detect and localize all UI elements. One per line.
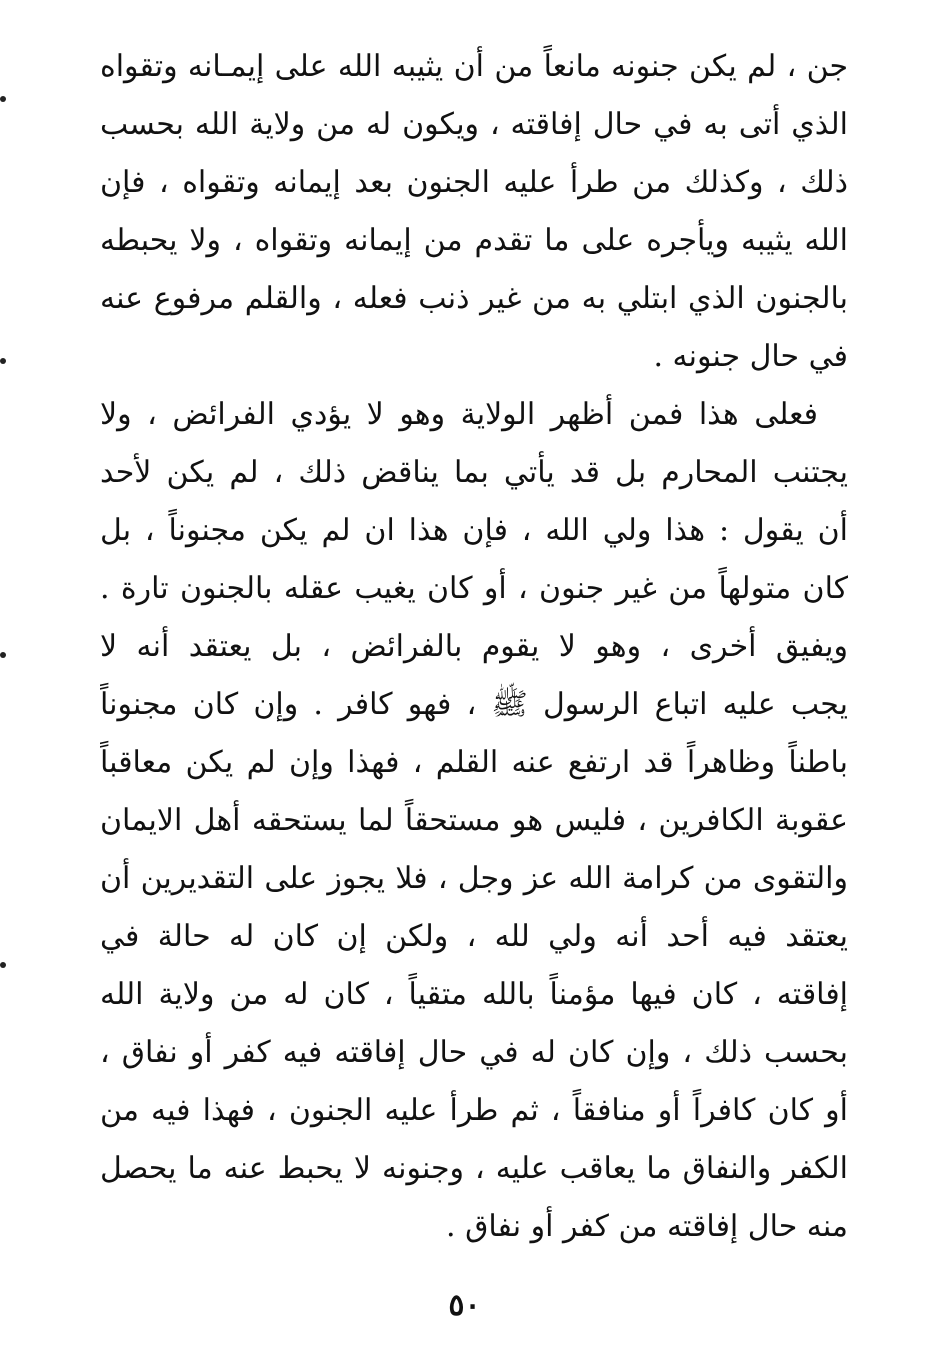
text-line: عقوبة الكافرين ، فليس هو مستحقاً لما يستحقه أهل الايمان [100, 803, 848, 838]
text-line: باطناً وظاهراً قد ارتفع عنه القلم ، فهذا وإن لم يكن معاقباً [100, 745, 848, 780]
text-line: بالجنون الذي ابتلي به من غير ذنب فعله ، والقلم مرفوع عنه [100, 281, 848, 316]
text-line: أن يقول : هذا ولي الله ، فإن هذا ان لم يكن مجنوناً ، بل [100, 513, 848, 548]
text-line: الله يثيبه ويأجره على ما تقدم من إيمانه وتقواه ، ولا يحبطه [100, 223, 848, 258]
text-line: يجتنب المحارم بل قد يأتي بما يناقض ذلك ، لم يكن لأحد [100, 455, 848, 490]
text-line: فعلى هذا فمن أظهر الولاية وهو لا يؤدي الفرائض ، ولا [100, 397, 818, 432]
margin-mark [0, 96, 6, 102]
text-line: يعتقد فيه أحد أنه ولي لله ، ولكن إن كان له حالة في [100, 919, 848, 954]
text-line: أو كان كافراً أو منافقاً ، ثم طرأ عليه الجنون ، فهذا فيه من [100, 1093, 848, 1128]
margin-mark [0, 358, 6, 364]
text-line: بحسب ذلك ، وإن كان له في حال إفاقته فيه كفر أو نفاق ، [100, 1035, 848, 1070]
text-line: جن ، لم يكن جنونه مانعاً من أن يثيبه الله على إيمـانه وتقواه [100, 49, 848, 84]
text-line: ذلك ، وكذلك من طرأ عليه الجنون بعد إيمانه وتقواه ، فإن [100, 165, 848, 200]
text-line: يجب عليه اتباع الرسول ﷺ ، فهو كافر . وإن كان مجنوناً [100, 687, 848, 722]
text-line: كان متولهاً من غير جنون ، أو كان يغيب عقله بالجنون تارة . [100, 571, 848, 606]
text-line: والتقوى من كرامة الله عز وجل ، فلا يجوز على التقديرين أن [100, 861, 848, 896]
text-line: منه حال إفاقته من كفر أو نفاق . [446, 1209, 848, 1244]
margin-mark [0, 962, 6, 968]
text-line: ويفيق أخرى ، وهو لا يقوم بالفرائض ، بل يعتقد أنه لا [100, 629, 848, 664]
text-line: الكفر والنفاق ما يعاقب عليه ، وجنونه لا يحبط عنه ما يحصل [100, 1151, 848, 1186]
body-text [100, 38, 848, 1256]
text-line: الذي أتى به في حال إفاقته ، ويكون له من ولاية الله بحسب [100, 107, 848, 142]
page-number: ٥٠ [448, 1288, 481, 1323]
margin-mark [0, 652, 6, 658]
text-line: إفاقته ، كان فيها مؤمناً بالله متقياً ، كان له من ولاية الله [100, 977, 848, 1012]
text-line: في حال جنونه . [653, 339, 848, 374]
